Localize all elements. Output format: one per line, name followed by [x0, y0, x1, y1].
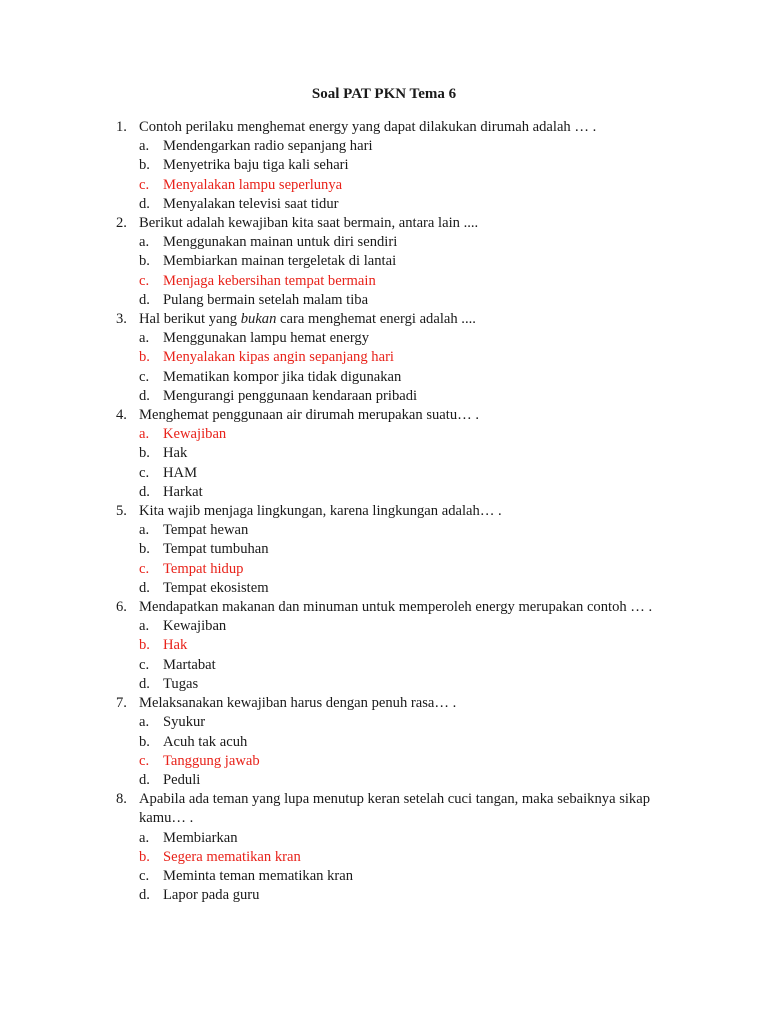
- option-5b: [0, 540, 768, 559]
- question-2: [0, 214, 768, 233]
- option-text: Tugas: [163, 675, 199, 692]
- option-letter: b.: [139, 541, 150, 558]
- option-4a-answer: [0, 425, 768, 444]
- question-number: 6.: [116, 599, 127, 616]
- option-letter: c.: [139, 176, 150, 193]
- question-1: [0, 118, 768, 137]
- option-2b: [0, 252, 768, 271]
- option-3d: [0, 387, 768, 406]
- question-5: [0, 502, 768, 521]
- option-text: Kewajiban: [163, 618, 227, 635]
- option-text: Tempat tumbuhan: [163, 541, 269, 558]
- question-text: Menghemat penggunaan air dirumah merupakan suatu… .: [139, 407, 480, 424]
- option-7c-answer: [0, 752, 768, 771]
- option-6c: [0, 656, 768, 675]
- option-text: Menjaga kebersihan tempat bermain: [163, 272, 376, 289]
- question-3: [0, 310, 768, 329]
- option-8c: [0, 867, 768, 886]
- question-7: [0, 694, 768, 713]
- option-text: Mematikan kompor jika tidak digunakan: [163, 368, 402, 385]
- option-7d: [0, 771, 768, 790]
- option-3a: [0, 329, 768, 348]
- option-letter: a.: [139, 829, 150, 846]
- question-number: 7.: [116, 695, 127, 712]
- option-letter: d.: [139, 771, 150, 788]
- option-letter: d.: [139, 387, 150, 404]
- question-number: 4.: [116, 407, 127, 424]
- option-letter: b.: [139, 733, 150, 750]
- option-text: Meminta teman mematikan kran: [163, 867, 354, 884]
- option-letter: b.: [139, 157, 150, 174]
- question-text: Mendapatkan makanan dan minuman untuk memperoleh energy merupakan contoh … .: [139, 599, 653, 616]
- option-text: Menyalakan lampu seperlunya: [163, 176, 343, 193]
- question-text-start: Hal berikut yang: [139, 311, 241, 328]
- question-number: 8.: [116, 791, 127, 808]
- option-letter: b.: [139, 637, 150, 654]
- option-text: Membiarkan: [163, 829, 238, 846]
- option-letter: a.: [139, 714, 150, 731]
- option-5c-answer: [0, 560, 768, 579]
- option-letter: a.: [139, 426, 150, 443]
- option-text: Lapor pada guru: [163, 887, 260, 904]
- option-6a: [0, 617, 768, 636]
- option-text: Pulang bermain setelah malam tiba: [163, 291, 369, 308]
- option-8d: [0, 886, 768, 905]
- question-6: [0, 598, 768, 617]
- option-letter: c.: [139, 560, 150, 577]
- option-letter: d.: [139, 483, 150, 500]
- option-7a: [0, 713, 768, 732]
- option-1a: [0, 137, 768, 156]
- option-5d: [0, 579, 768, 598]
- option-text: HAM: [163, 464, 198, 481]
- option-4c: [0, 464, 768, 483]
- option-letter: d.: [139, 675, 150, 692]
- option-letter: c.: [139, 464, 150, 481]
- option-text: Menggunakan lampu hemat energy: [163, 330, 370, 347]
- option-7b: [0, 733, 768, 752]
- option-1c-answer: [0, 176, 768, 195]
- option-letter: a.: [139, 330, 150, 347]
- option-4b: [0, 444, 768, 463]
- option-6d: [0, 675, 768, 694]
- option-letter: a.: [139, 618, 150, 635]
- question-text: Contoh perilaku menghemat energy yang dapat dilakukan dirumah adalah … .: [139, 119, 597, 135]
- option-letter: d.: [139, 887, 150, 904]
- option-5a: [0, 521, 768, 540]
- question-number: 2.: [116, 215, 127, 232]
- option-text: Tempat hewan: [163, 522, 249, 539]
- option-letter: b.: [139, 848, 150, 865]
- option-text: Kewajiban: [163, 426, 227, 443]
- option-text: Membiarkan mainan tergeletak di lantai: [163, 253, 397, 270]
- option-letter: c.: [139, 867, 150, 884]
- option-text: Hak: [163, 445, 188, 462]
- option-text: Peduli: [163, 771, 201, 788]
- question-text: Melaksanakan kewajiban harus dengan penuh rasa… .: [139, 695, 457, 712]
- option-text: Syukur: [163, 714, 206, 731]
- option-8b-answer: [0, 848, 768, 867]
- option-text: Segera mematikan kran: [163, 848, 301, 865]
- option-letter: c.: [139, 272, 150, 289]
- option-letter: c.: [139, 368, 150, 385]
- option-text: Menggunakan mainan untuk diri sendiri: [163, 234, 398, 251]
- option-8a: [0, 829, 768, 848]
- option-letter: c.: [139, 656, 150, 673]
- question-text-end: cara menghemat energi adalah ....: [276, 311, 476, 328]
- option-text: Harkat: [163, 483, 203, 500]
- option-letter: d.: [139, 579, 150, 596]
- question-8: [0, 790, 768, 828]
- option-letter: a.: [139, 522, 150, 539]
- option-text: Martabat: [163, 656, 216, 673]
- option-2c-answer: [0, 272, 768, 291]
- option-3c: [0, 368, 768, 387]
- question-number: 1.: [116, 119, 127, 135]
- option-text: Menyalakan televisi saat tidur: [163, 195, 339, 212]
- option-text: Menyetrika baju tiga kali sehari: [163, 157, 349, 174]
- option-letter: d.: [139, 195, 150, 212]
- document-title: Soal PAT PKN Tema 6: [311, 86, 457, 102]
- question-number: 3.: [116, 311, 127, 328]
- option-text: Mengurangi penggunaan kendaraan pribadi: [163, 387, 418, 404]
- option-letter: b.: [139, 349, 150, 366]
- option-6b-answer: [0, 636, 768, 655]
- option-2a: [0, 233, 768, 252]
- option-letter: b.: [139, 445, 150, 462]
- question-text-emphasis: bukan: [240, 311, 277, 328]
- option-text: Mendengarkan radio sepanjang hari: [163, 138, 373, 155]
- question-text: Berikut adalah kewajiban kita saat bermain, antara lain ....: [139, 215, 479, 232]
- option-letter: b.: [139, 253, 150, 270]
- option-2d: [0, 291, 768, 310]
- question-text: Apabila ada teman yang lupa menutup keran setelah cuci tangan, maka sebaiknya sikap kamu… .: [139, 791, 650, 827]
- option-text: Tanggung jawab: [163, 752, 260, 769]
- option-letter: d.: [139, 291, 150, 308]
- option-1b: [0, 156, 768, 175]
- option-text: Menyalakan kipas angin sepanjang hari: [163, 349, 394, 366]
- option-letter: c.: [139, 752, 150, 769]
- option-1d: [0, 195, 768, 214]
- question-list: [0, 118, 768, 905]
- option-letter: a.: [139, 138, 150, 155]
- option-text: Hak: [163, 637, 188, 654]
- question-text: Kita wajib menjaga lingkungan, karena lingkungan adalah… .: [139, 503, 502, 520]
- question-4: [0, 406, 768, 425]
- option-3b-answer: [0, 348, 768, 367]
- question-number: 5.: [116, 503, 127, 520]
- option-4d: [0, 483, 768, 502]
- option-text: Tempat ekosistem: [163, 579, 269, 596]
- option-text: Tempat hidup: [163, 560, 244, 577]
- option-text: Acuh tak acuh: [163, 733, 248, 750]
- option-letter: a.: [139, 234, 150, 251]
